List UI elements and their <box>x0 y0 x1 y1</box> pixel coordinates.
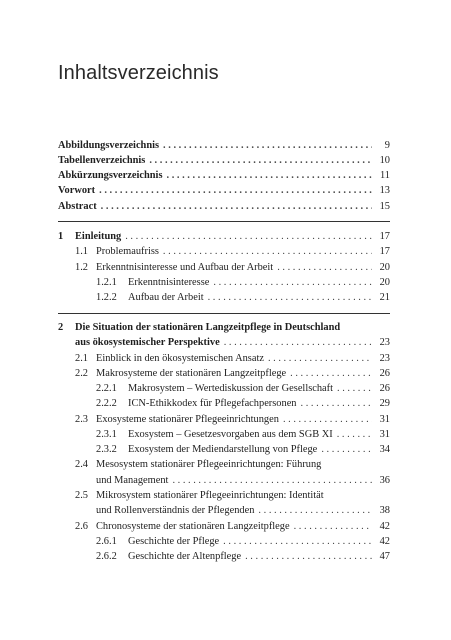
toc-page-number: 42 <box>379 521 390 532</box>
leader-dots <box>99 184 372 198</box>
toc-page-number: 13 <box>379 185 390 196</box>
toc-page-number: 23 <box>379 353 390 364</box>
toc-page-number: 10 <box>379 155 390 166</box>
toc-subsection-2-2-1[interactable] <box>58 382 390 396</box>
section-divider <box>58 313 390 314</box>
toc-chapter-2-line1[interactable] <box>58 321 390 335</box>
toc-section-number: 2.2.1 <box>96 383 117 394</box>
toc-subsection-2-6-1[interactable] <box>58 535 390 549</box>
toc-chapter-number: 1 <box>58 231 64 242</box>
toc-entry-abbildungsverzeichnis[interactable] <box>58 139 390 153</box>
toc-subsection-2-6-2[interactable] <box>58 550 390 564</box>
toc-page-number: 11 <box>379 170 390 181</box>
toc-section-number: 2.6.1 <box>96 536 117 547</box>
toc-page-number: 20 <box>379 277 390 288</box>
toc-entry-title: Problemaufriss <box>96 246 159 257</box>
leader-dots <box>167 169 373 183</box>
toc-entry-title: Chronosysteme der stationären Langzeitpflege <box>96 521 290 532</box>
toc-subsection-2-2-2[interactable] <box>58 397 390 411</box>
toc-section-number: 2.6 <box>75 521 88 532</box>
leader-dots <box>213 276 372 290</box>
toc-section-number: 2.4 <box>75 459 88 470</box>
toc-entry-abkuerzungsverzeichnis[interactable] <box>58 169 390 183</box>
leader-dots <box>223 535 372 549</box>
toc-section-1-1[interactable] <box>58 245 390 259</box>
leader-dots <box>224 336 372 350</box>
toc-section-2-4-line2[interactable] <box>58 474 390 488</box>
toc-entry-title: Abbildungsverzeichnis <box>58 140 160 151</box>
toc-entry-title: Makrosysteme der stationären Langzeitpflege <box>96 368 287 379</box>
toc-page-number: 29 <box>379 398 390 409</box>
toc-section-number: 2.3 <box>75 414 88 425</box>
toc-entry-title: Erkenntnisinteresse <box>128 277 210 288</box>
toc-page-number: 42 <box>379 536 390 547</box>
leader-dots <box>277 261 372 275</box>
toc-entry-vorwort[interactable] <box>58 184 390 198</box>
toc-section-2-6[interactable] <box>58 520 390 534</box>
toc-entry-abstract[interactable] <box>58 200 390 214</box>
toc-entry-title: Makrosystem – Wertediskussion der Gesellschaft <box>128 383 334 394</box>
leader-dots <box>283 413 372 427</box>
toc-section-number: 2.2.2 <box>96 398 117 409</box>
toc-section-number: 2.6.2 <box>96 551 117 562</box>
toc-section-number: 1.2.2 <box>96 292 117 303</box>
leader-dots <box>301 397 372 411</box>
leader-dots <box>125 230 372 244</box>
toc-page-number: 26 <box>379 368 390 379</box>
toc-page-number: 38 <box>379 505 390 516</box>
leader-dots <box>208 291 372 305</box>
toc-page-number: 21 <box>379 292 390 303</box>
leader-dots <box>290 367 372 381</box>
toc-entry-title: Vorwort <box>58 185 96 196</box>
toc-entry-title: Einleitung <box>75 231 122 242</box>
toc-page-number: 31 <box>379 414 390 425</box>
toc-page-number: 15 <box>379 201 390 212</box>
toc-section-number: 1.1 <box>75 246 88 257</box>
toc-section-number: 2.1 <box>75 353 88 364</box>
leader-dots <box>101 200 372 214</box>
toc-entry-tabellenverzeichnis[interactable] <box>58 154 390 168</box>
leader-dots <box>294 520 372 534</box>
toc-section-number: 1.2 <box>75 262 88 273</box>
toc-page-number: 20 <box>379 262 390 273</box>
toc-chapter-2-line2[interactable] <box>58 336 390 350</box>
toc-page-number: 17 <box>379 246 390 257</box>
toc-page-number: 31 <box>379 429 390 440</box>
leader-dots <box>163 245 372 259</box>
toc-entry-title: Exosysteme stationärer Pflegeeinrichtungen <box>96 414 279 425</box>
toc-page-number: 36 <box>379 475 390 486</box>
toc-subsection-2-3-2[interactable] <box>58 443 390 457</box>
toc-subsection-1-2-1[interactable] <box>58 276 390 290</box>
toc-page-number: 9 <box>384 140 390 151</box>
toc-entry-title-cont: aus ökosystemischer Perspektive <box>75 337 220 348</box>
leader-dots <box>258 504 372 518</box>
leader-dots <box>337 382 372 396</box>
leader-dots <box>321 443 372 457</box>
toc-entry-title: Abstract <box>58 201 97 212</box>
toc-entry-title: Mikrosystem stationärer Pflegeeinrichtungen: Identität <box>96 490 324 501</box>
toc-section-2-2[interactable] <box>58 367 390 381</box>
page-title: Inhaltsverzeichnis <box>58 62 219 84</box>
leader-dots <box>245 550 372 564</box>
toc-entry-title: Tabellenverzeichnis <box>58 155 146 166</box>
toc-page-number: 34 <box>379 444 390 455</box>
leader-dots <box>337 428 372 442</box>
section-divider <box>58 221 390 222</box>
toc-entry-title: Die Situation der stationären Langzeitpflege in Deutschland <box>75 322 341 333</box>
toc-entry-title: Erkenntnisinteresse und Aufbau der Arbeit <box>96 262 274 273</box>
toc-page-number: 47 <box>379 551 390 562</box>
toc-entry-title: Geschichte der Pflege <box>128 536 220 547</box>
leader-dots <box>149 154 372 168</box>
toc-entry-title: ICN-Ethikkodex für Pflegefachpersonen <box>128 398 297 409</box>
toc-entry-title: Abkürzungsverzeichnis <box>58 170 163 181</box>
toc-chapter-1[interactable] <box>58 230 390 244</box>
toc-entry-title: Mesosystem stationärer Pflegeeinrichtungen: Führung <box>96 459 322 470</box>
leader-dots <box>268 352 372 366</box>
toc-entry-title: Exosystem – Gesetzesvorgaben aus dem SGB XI <box>128 429 333 440</box>
toc-section-2-5-line1[interactable] <box>58 489 390 503</box>
toc-entry-title-cont: und Management <box>96 475 169 486</box>
toc-section-1-2[interactable] <box>58 261 390 275</box>
toc-section-2-4-line1[interactable] <box>58 458 390 472</box>
toc-section-2-1[interactable] <box>58 352 390 366</box>
leader-dots <box>163 139 372 153</box>
toc-page-number: 17 <box>379 231 390 242</box>
toc-entry-title: Einblick in den ökosystemischen Ansatz <box>96 353 264 364</box>
toc-section-2-3[interactable] <box>58 413 390 427</box>
toc-section-2-5-line2[interactable] <box>58 504 390 518</box>
toc-section-number: 2.2 <box>75 368 88 379</box>
toc-entry-title: Aufbau der Arbeit <box>128 292 204 303</box>
toc-subsection-1-2-2[interactable] <box>58 291 390 305</box>
toc-chapter-number: 2 <box>58 322 64 333</box>
toc-section-number: 2.5 <box>75 490 88 501</box>
toc-entry-title-cont: und Rollenverständnis der Pflegenden <box>96 505 255 516</box>
leader-dots <box>172 474 372 488</box>
toc-entry-title: Geschichte der Altenpflege <box>128 551 242 562</box>
toc-section-number: 2.3.1 <box>96 429 117 440</box>
toc-subsection-2-3-1[interactable] <box>58 428 390 442</box>
toc-section-number: 2.3.2 <box>96 444 117 455</box>
toc-page-number: 23 <box>379 337 390 348</box>
toc-page-number: 26 <box>379 383 390 394</box>
toc-section-number: 1.2.1 <box>96 277 117 288</box>
toc-entry-title: Exosystem der Mediendarstellung von Pflege <box>128 444 318 455</box>
